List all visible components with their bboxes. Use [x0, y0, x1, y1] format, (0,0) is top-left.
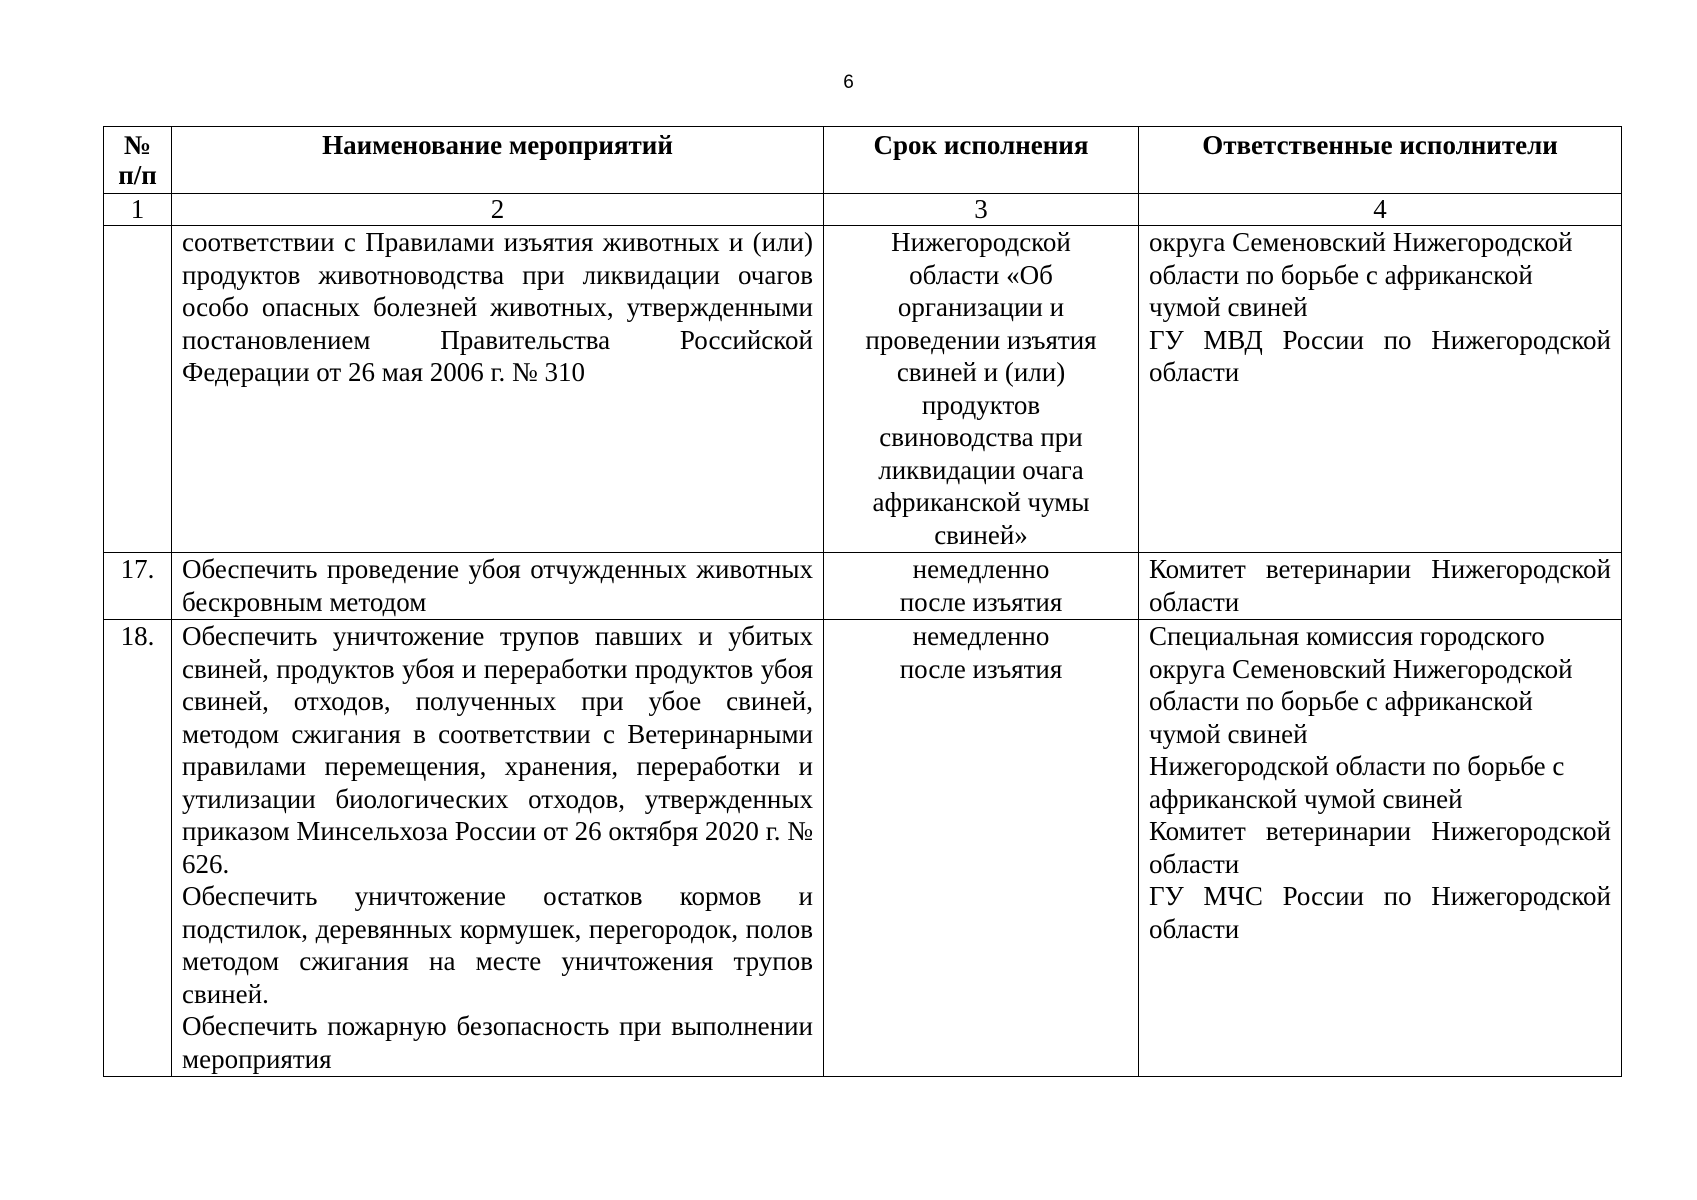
row-measure [172, 553, 824, 620]
row-number: 17. [104, 553, 172, 620]
deadline-line: продуктов [921, 389, 1041, 420]
page-number: 6 [843, 72, 854, 93]
executor-entry: Специальная комиссия городского округа Семеновский Нижегородской области по борьбе с африканской чумой свиней [1149, 621, 1573, 749]
row-number [104, 226, 172, 553]
measure-paragraph: Обеспечить пожарную безопасность при выполнении мероприятия [182, 1011, 813, 1074]
column-number-row [104, 194, 1622, 226]
deadline-line: области «Об [909, 259, 1053, 290]
deadline-line: организации и [897, 292, 1065, 322]
measure-paragraph: соответствии с Правилами изъятия животных и (или) продуктов животноводства при ликвидации очагов особо опасных болезней животных, утвержденными постановлением Правительства Российской Федерации от 26 мая 2006 г. № 310 [182, 227, 813, 387]
deadline-line: свиноводства при [879, 422, 1083, 452]
header-executors: Ответственные исполнители [1139, 127, 1622, 194]
row-executors [1139, 226, 1622, 553]
executor-entry: округа Семеновский Нижегородской области по борьбе с африканской чумой свиней [1149, 227, 1573, 322]
column-number: 3 [824, 194, 1139, 226]
executor-entry: Нижегородской области по борьбе с африканской чумой свиней [1149, 751, 1565, 814]
deadline-line: свиней и (или) [896, 357, 1066, 387]
row-number: 18. [104, 620, 172, 1077]
deadline-line: немедленно [912, 554, 1050, 584]
row-deadline [824, 553, 1139, 620]
deadline-line: африканской чумы [872, 487, 1090, 517]
deadline-line: проведении изъятия [865, 324, 1097, 355]
row-deadline [824, 226, 1139, 553]
column-number: 1 [104, 194, 172, 226]
header-deadline: Срок исполнения [824, 127, 1139, 194]
deadline-line: после изъятия [899, 653, 1063, 684]
table-row [104, 620, 1622, 1077]
row-measure [172, 226, 824, 553]
row-deadline [824, 620, 1139, 1077]
row-executors [1139, 553, 1622, 620]
table-row [104, 553, 1622, 620]
column-number: 2 [172, 194, 824, 226]
measure-paragraph: Обеспечить проведение убоя отчужденных животных бескровным методом [182, 554, 813, 617]
executor-entry: Комитет ветеринарии Нижегородской области [1149, 554, 1611, 617]
row-executors [1139, 620, 1622, 1077]
deadline-line: ликвидации очага [878, 454, 1084, 485]
row-measure [172, 620, 824, 1077]
header-measure: Наименование мероприятий [172, 127, 824, 194]
measures-table [103, 126, 1622, 1077]
executor-entry: ГУ МЧС России по Нижегородской области [1149, 881, 1611, 944]
measure-paragraph: Обеспечить уничтожение трупов павших и убитых свиней, продуктов убоя и переработки продуктов убоя свиней, отходов, полученных при убое свиней, методом сжигания в соответствии с Ветеринарными правилами перемещения, хранения, переработки и утилизации биологических отходов, утвержденных приказом Минсельхоза России от 26 октября 2020 г. № 626. [182, 621, 813, 879]
deadline-line: после изъятия [899, 586, 1063, 617]
measure-paragraph: Обеспечить уничтожение остатков кормов и подстилок, деревянных кормушек, перегородок, полов методом сжигания на месте уничтожения трупов свиней. [182, 881, 813, 1009]
table-row [104, 226, 1622, 553]
deadline-line: Нижегородской [891, 227, 1071, 257]
deadline-line: свиней» [934, 519, 1028, 550]
header-number: № п/п [104, 127, 172, 194]
table-header-row [104, 127, 1622, 194]
deadline-line: немедленно [912, 621, 1050, 651]
column-number: 4 [1139, 194, 1622, 226]
executor-entry: Комитет ветеринарии Нижегородской области [1149, 816, 1611, 879]
executor-entry: ГУ МВД России по Нижегородской области [1149, 324, 1611, 387]
